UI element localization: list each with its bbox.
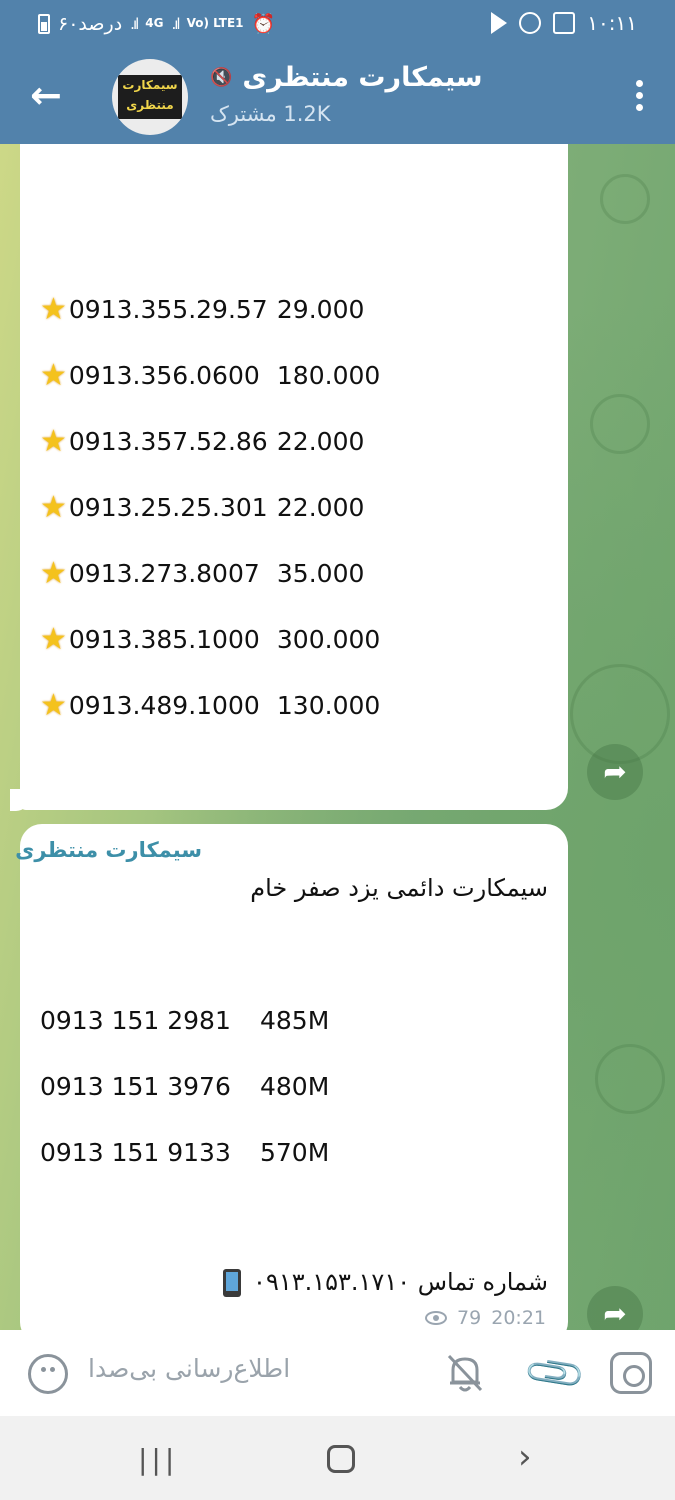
status-bar (0, 0, 675, 50)
view-count: 79 (457, 1307, 482, 1329)
number-line: ★ 0913.273.8007 35.000 (40, 556, 365, 591)
contact-line: شماره تماس ۰۹۱۳.۱۵۳.۱۷۱۰ (219, 1268, 548, 1297)
star-icon: ★ (40, 556, 67, 591)
channel-name: سیمکارت منتظری (242, 62, 483, 93)
avatar-logo: سیمکارت منتظری (118, 75, 182, 119)
forward-button[interactable]: ➦ (587, 744, 643, 800)
message-bubble[interactable] (15, 824, 568, 1330)
background-doodle (595, 1044, 665, 1114)
back-arrow-icon[interactable]: ← (30, 73, 62, 117)
number-line: ★ 0913.357.52.86 22.000 (40, 424, 365, 459)
number-line: ★ 0913.25.25.301 22.000 (40, 490, 365, 525)
battery-icon (38, 14, 50, 34)
play-store-icon (491, 12, 507, 34)
mobile-phone-icon (223, 1269, 241, 1297)
network-4g: 4G (145, 16, 164, 30)
avatar[interactable] (112, 59, 188, 135)
message-input[interactable]: اطلاع‌رسانی بی‌صدا (88, 1354, 291, 1383)
star-icon: ★ (40, 358, 67, 393)
channel-header (0, 50, 675, 144)
number-line: ★ 0913.489.1000 130.000 (40, 688, 381, 723)
number-line: ★ 0913.356.0600 180.000 (40, 358, 381, 393)
message-bubble[interactable] (20, 144, 568, 810)
number-line: ★ 0913.355.29.57 29.000 (40, 292, 365, 327)
star-icon: ★ (40, 292, 67, 327)
number-line: 0913 151 9133 570M (40, 1138, 330, 1167)
alarm-icon: ⏰ (251, 13, 276, 35)
channel-title[interactable] (210, 62, 483, 93)
message-time: 20:21 (491, 1307, 546, 1329)
recent-apps-button[interactable]: ||| (138, 1443, 179, 1476)
status-right (491, 11, 637, 35)
number-line: ★ 0913.385.1000 300.000 (40, 622, 381, 657)
more-menu-icon[interactable] (635, 80, 643, 111)
volte-indicator: Vo) LTE1 (186, 16, 244, 30)
signal-icon-2: .ıl (171, 14, 179, 33)
views-eye-icon (425, 1311, 447, 1325)
forward-button[interactable]: ➦ (587, 1286, 643, 1330)
star-icon: ★ (40, 622, 67, 657)
subscriber-count: 1.2K مشترک (210, 102, 331, 126)
message-text: سیمکارت دائمی یزد صفر خام (250, 874, 548, 902)
camera-icon[interactable] (610, 1352, 652, 1394)
chat-area[interactable] (0, 144, 675, 1330)
sender-name[interactable]: سیمکارت منتظری (15, 838, 202, 862)
emoji-icon[interactable] (28, 1354, 68, 1394)
star-icon: ★ (40, 688, 67, 723)
message-meta (425, 1307, 546, 1329)
number-line: 0913 151 2981 485M (40, 1006, 330, 1035)
gallery-icon (553, 12, 575, 34)
notification-off-icon[interactable] (445, 1352, 485, 1394)
clock: ۱۰:۱۱ (587, 11, 637, 35)
back-button[interactable]: › (518, 1437, 532, 1477)
system-nav-bar (0, 1416, 675, 1500)
signal-icon: .ıl (130, 14, 138, 33)
number-line: 0913 151 3976 480M (40, 1072, 330, 1101)
background-doodle (590, 394, 650, 454)
status-left (38, 12, 275, 35)
star-icon: ★ (40, 490, 67, 525)
home-button[interactable] (327, 1445, 355, 1473)
star-icon: ★ (40, 424, 67, 459)
battery-percent: ۶۰درصد (58, 12, 123, 35)
background-doodle (600, 174, 650, 224)
attach-icon[interactable]: 📎 (521, 1340, 590, 1408)
input-bar (0, 1330, 675, 1416)
whatsapp-icon (519, 12, 541, 34)
muted-icon: 🔇 (210, 67, 233, 88)
